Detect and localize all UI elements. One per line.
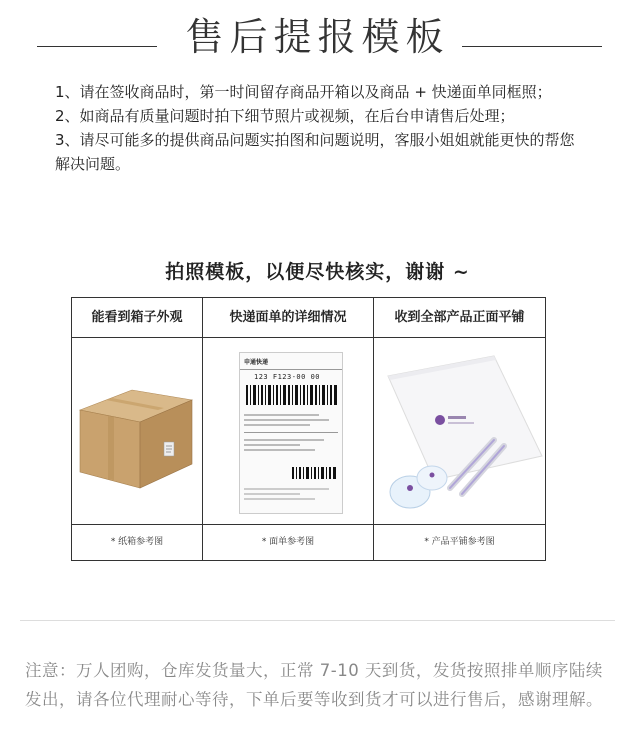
column-header-box: 能看到箱子外观 <box>72 298 202 338</box>
instructions <box>55 80 575 176</box>
column-box <box>72 298 203 560</box>
caption-waybill: * 面单参考图 <box>261 537 315 547</box>
instruction-3: 3、请尽可能多的提供商品问题实拍图和问题说明，客服小姐姐就能更快的帮您解决问题。 <box>55 131 575 173</box>
barcode-small-icon <box>292 467 338 479</box>
courier-name: 申通快递 <box>244 359 269 366</box>
cardboard-box-illustration <box>72 338 202 525</box>
column-products <box>374 298 545 560</box>
photo-template-subtitle: 拍照模板，以便尽快核实，谢谢 ~ <box>165 261 470 283</box>
products-flatlay-illustration <box>374 338 545 525</box>
title-line-right <box>462 46 602 47</box>
footer-lines <box>244 485 338 503</box>
photo-template-table <box>71 297 546 561</box>
instruction-1: 1、请在签收商品时，第一时间留存商品开箱以及商品 + 快递面单同框照； <box>55 83 552 101</box>
section-divider <box>20 620 615 621</box>
products-image <box>374 338 545 525</box>
box-image <box>72 338 202 525</box>
title-area <box>0 0 635 62</box>
tracking-number: 123 F123-00 00 <box>254 373 321 381</box>
address-block <box>244 411 338 461</box>
notice-text: 注意：万人团购，仓库发货量大，正常 7-10 天到货，发货按照排单顺序陆续发出，请各位代理耐心等待，下单后要等收到货才可以进行售后，感谢理解。 <box>25 661 603 709</box>
column-waybill <box>203 298 374 560</box>
waybill-label <box>239 352 343 514</box>
instruction-2: 2、如商品有质量问题时拍下细节照片或视频，在后台申请售后处理； <box>55 107 515 125</box>
brand-logo-icon <box>435 415 445 425</box>
waybill-image <box>203 338 373 525</box>
barcode-icon <box>246 385 338 405</box>
caption-box: * 纸箱参考图 <box>110 537 164 547</box>
column-header-products: 收到全部产品正面平铺 <box>374 298 545 338</box>
page-title: 售后提报模板 <box>185 15 450 59</box>
column-header-waybill: 快递面单的详细情况 <box>203 298 373 338</box>
caption-products: * 产品平铺参考图 <box>424 537 495 547</box>
